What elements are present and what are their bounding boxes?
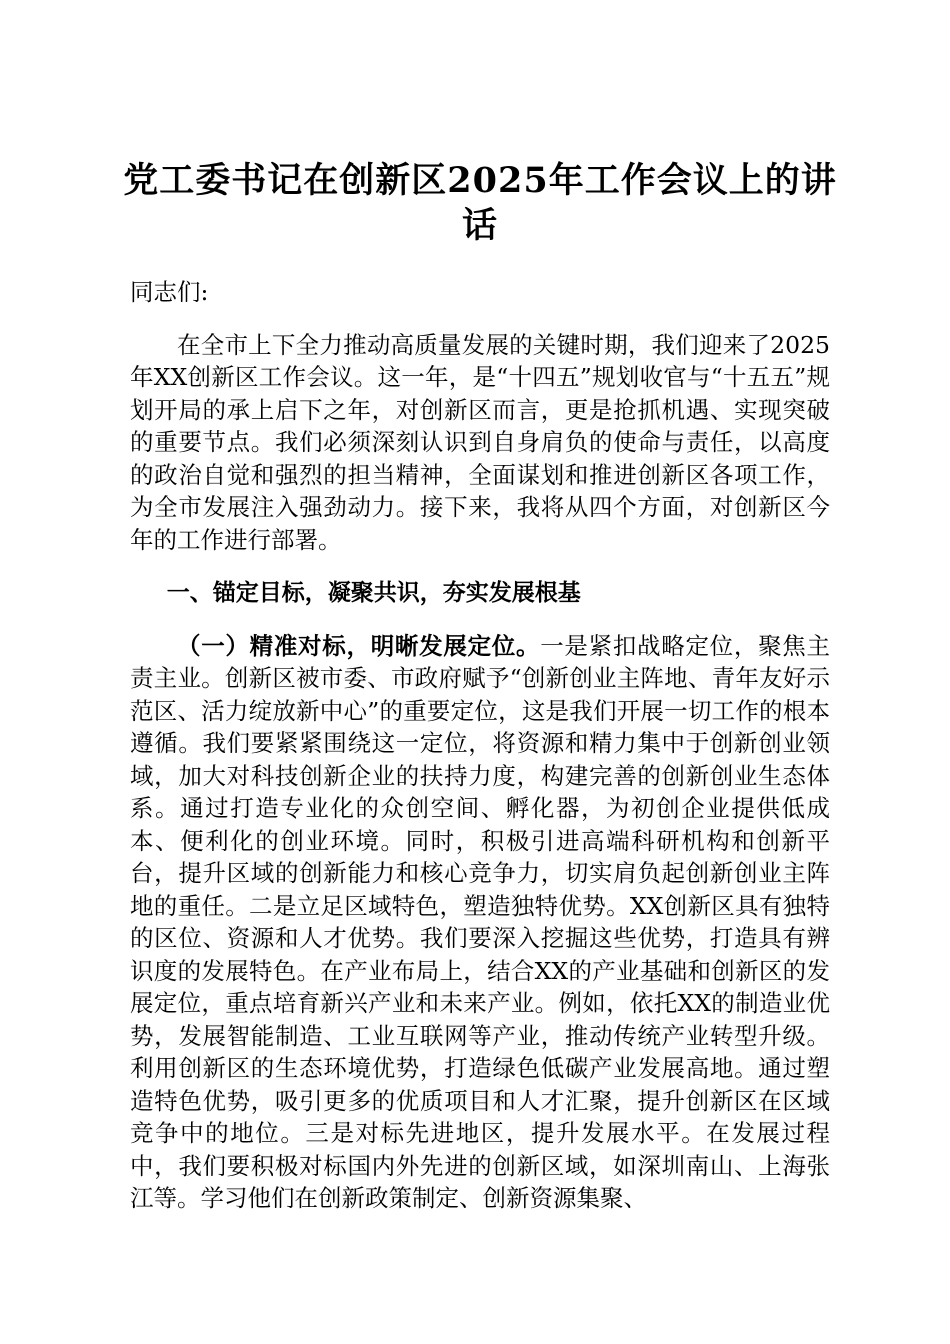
subsection-paragraph-1: [130, 630, 830, 1215]
salutation: 同志们:: [130, 278, 209, 306]
subsection-body-1: 一是紧扣战略定位，聚焦主责主业。创新区被市委、市政府赋予“创新创业主阵地、青年友好示范区、活力绽放新中心”的重要定位，这是我们开展一切工作的根本遵循。我们要紧紧围绕这一定位，将资源和精力集中于创新创业领域，加大对科技创新企业的扶持力度，构建完善的创新创业生态体系。通过打造专业化的众创空间、孵化器，为初创企业提供低成本、便利化的创业环境。同时，积极引进高端科研机构和创新平台，提升区域的创新能力和核心竞争力，切实肩负起创新创业主阵地的重任。二是立足区域特色，塑造独特优势。XX创新区具有独特的区位、资源和人才优势。我们要深入挖掘这些优势，打造具有辨识度的发展特色。在产业布局上，结合XX的产业基础和创新区的发展定位，重点培育新兴产业和未来产业。例如，依托XX的制造业优势，发展智能制造、工业互联网等产业，推动传统产业转型升级。利用创新区的生态环境优势，打造绿色低碳产业发展高地。通过塑造特色优势，吸引更多的优质项目和人才汇聚，提升创新区在区域竞争中的地位。三是对标先进地区，提升发展水平。在发展过程中，我们要积极对标国内外先进的创新区域，如深圳南山、上海张江等。学习他们在创新政策制定、创新资源集聚、: [130, 631, 831, 1212]
section-heading-1: 一、锚定目标，凝聚共识，夯实发展根基: [166, 580, 581, 606]
document-title: 党工委书记在创新区2025年工作会议上的讲话: [123, 160, 837, 246]
subsection-heading-1: （一）精准对标，明晰发展定位。: [177, 631, 541, 660]
document-body: [130, 276, 830, 1215]
intro-paragraph: 在全市上下全力推动高质量发展的关键时期，我们迎来了2025年XX创新区工作会议。这一年，是“十四五”规划收官与“十五五”规划开局的承上启下之年，对创新区而言，更是抢抓机遇、实现突破的重要节点。我们必须深刻认识到自身肩负的使命与责任，以高度的政治自觉和强烈的担当精神，全面谋划和推进创新区各项工作，为全市发展注入强劲动力。接下来，我将从四个方面，对创新区今年的工作进行部署。: [130, 330, 830, 554]
